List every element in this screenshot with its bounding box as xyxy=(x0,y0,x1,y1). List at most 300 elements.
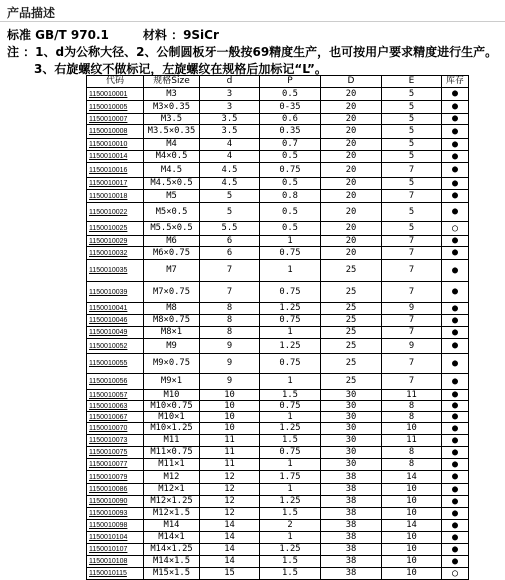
thickness-cell: 10 xyxy=(382,568,442,580)
outer-diameter-cell: 38 xyxy=(321,568,382,580)
outer-diameter-cell: 38 xyxy=(321,556,382,568)
thickness-cell: 11 xyxy=(382,390,442,401)
pitch-cell: 1.5 xyxy=(260,568,321,580)
thickness-cell: 7 xyxy=(382,163,442,178)
d-cell: 4 xyxy=(200,139,260,151)
table-row xyxy=(87,260,469,282)
outer-diameter-cell: 20 xyxy=(321,163,382,178)
size-cell: M5 xyxy=(144,190,200,203)
product-code-link[interactable]: 1150010032 xyxy=(87,247,144,260)
size-cell: M15×1.5 xyxy=(144,568,200,580)
d-cell: 10 xyxy=(200,412,260,423)
d-cell: 12 xyxy=(200,471,260,484)
size-cell: M10×1.25 xyxy=(144,423,200,435)
material-label: 材料 ：9SiCr xyxy=(142,28,219,42)
table-row xyxy=(87,390,469,401)
outer-diameter-cell: 38 xyxy=(321,508,382,520)
table-row xyxy=(87,236,469,247)
thickness-cell: 9 xyxy=(382,303,442,315)
thickness-cell: 7 xyxy=(382,315,442,327)
thickness-cell: 5 xyxy=(382,203,442,222)
stock-indicator: ● xyxy=(442,459,469,471)
d-cell: 10 xyxy=(200,401,260,412)
size-cell: M5×0.5 xyxy=(144,203,200,222)
stock-indicator: ● xyxy=(442,139,469,151)
size-cell: M5.5×0.5 xyxy=(144,222,200,236)
d-cell: 3.5 xyxy=(200,114,260,125)
stock-indicator: ● xyxy=(442,496,469,508)
outer-diameter-cell: 38 xyxy=(321,471,382,484)
product-code-link[interactable]: 1150010090 xyxy=(87,496,144,508)
table-row xyxy=(87,532,469,544)
d-cell: 12 xyxy=(200,508,260,520)
table-row xyxy=(87,435,469,447)
size-cell: M10×1 xyxy=(144,412,200,423)
pitch-cell: 1.25 xyxy=(260,496,321,508)
thickness-cell: 5 xyxy=(382,114,442,125)
product-code-link[interactable]: 1150010001 xyxy=(87,88,144,101)
size-cell: M4.5 xyxy=(144,163,200,178)
thickness-cell: 5 xyxy=(382,222,442,236)
product-code-link[interactable]: 1150010077 xyxy=(87,459,144,471)
d-cell: 4 xyxy=(200,151,260,163)
size-cell: M9×0.75 xyxy=(144,354,200,374)
pitch-cell: 0.5 xyxy=(260,178,321,190)
thickness-cell: 8 xyxy=(382,401,442,412)
size-cell: M12×1.5 xyxy=(144,508,200,520)
section-title: 产品描述 xyxy=(7,6,56,20)
product-code-link[interactable]: 1150010067 xyxy=(87,412,144,423)
table-row xyxy=(87,327,469,339)
outer-diameter-cell: 25 xyxy=(321,339,382,354)
outer-diameter-cell: 20 xyxy=(321,178,382,190)
thickness-cell: 7 xyxy=(382,354,442,374)
d-cell: 9 xyxy=(200,354,260,374)
size-cell: M7×0.75 xyxy=(144,282,200,303)
outer-diameter-cell: 25 xyxy=(321,303,382,315)
stock-indicator: ● xyxy=(442,556,469,568)
pitch-cell: 1 xyxy=(260,412,321,423)
stock-indicator: ● xyxy=(442,101,469,114)
d-cell: 8 xyxy=(200,327,260,339)
table-row xyxy=(87,556,469,568)
d-cell: 7 xyxy=(200,282,260,303)
product-code-link[interactable]: 1150010057 xyxy=(87,390,144,401)
product-code-link[interactable]: 1150010039 xyxy=(87,282,144,303)
pitch-cell: 1 xyxy=(260,484,321,496)
thickness-cell: 7 xyxy=(382,247,442,260)
outer-diameter-cell: 20 xyxy=(321,114,382,125)
divider xyxy=(0,21,505,22)
size-cell: M14 xyxy=(144,520,200,532)
pitch-cell: 2 xyxy=(260,520,321,532)
outer-diameter-cell: 30 xyxy=(321,390,382,401)
table-row xyxy=(87,151,469,163)
d-cell: 5 xyxy=(200,203,260,222)
stock-indicator: ● xyxy=(442,88,469,101)
table-row xyxy=(87,125,469,139)
thickness-cell: 5 xyxy=(382,101,442,114)
d-cell: 10 xyxy=(200,423,260,435)
stock-indicator: ● xyxy=(442,203,469,222)
table-row xyxy=(87,374,469,390)
product-code-link[interactable]: 1150010075 xyxy=(87,447,144,459)
outer-diameter-cell: 20 xyxy=(321,247,382,260)
size-cell: M14×1.25 xyxy=(144,544,200,556)
pitch-cell: 0.7 xyxy=(260,139,321,151)
product-code-link[interactable]: 1150010025 xyxy=(87,222,144,236)
pitch-cell: 1 xyxy=(260,532,321,544)
outer-diameter-cell: 38 xyxy=(321,484,382,496)
pitch-cell: 1.25 xyxy=(260,303,321,315)
size-cell: M11 xyxy=(144,435,200,447)
pitch-cell: 1 xyxy=(260,459,321,471)
header-e: E xyxy=(382,76,442,88)
thickness-cell: 5 xyxy=(382,125,442,139)
outer-diameter-cell: 38 xyxy=(321,544,382,556)
product-code-link[interactable]: 1150010016 xyxy=(87,163,144,178)
product-code-link[interactable]: 1150010029 xyxy=(87,236,144,247)
stock-indicator: ● xyxy=(442,327,469,339)
product-code-link[interactable]: 1150010098 xyxy=(87,520,144,532)
pitch-cell: 0-35 xyxy=(260,101,321,114)
product-code-link[interactable]: 1150010086 xyxy=(87,484,144,496)
product-code-link[interactable]: 1150010055 xyxy=(87,354,144,374)
pitch-cell: 0.5 xyxy=(260,88,321,101)
product-code-link[interactable]: 1150010093 xyxy=(87,508,144,520)
size-cell: M8×1 xyxy=(144,327,200,339)
size-cell: M3 xyxy=(144,88,200,101)
size-cell: M14×1 xyxy=(144,532,200,544)
d-cell: 9 xyxy=(200,339,260,354)
outer-diameter-cell: 20 xyxy=(321,190,382,203)
size-cell: M12×1 xyxy=(144,484,200,496)
product-code-link[interactable]: 1150010049 xyxy=(87,327,144,339)
outer-diameter-cell: 20 xyxy=(321,151,382,163)
spec-table xyxy=(86,75,469,580)
d-cell: 8 xyxy=(200,315,260,327)
outer-diameter-cell: 25 xyxy=(321,354,382,374)
stock-indicator: ○ xyxy=(442,222,469,236)
outer-diameter-cell: 30 xyxy=(321,459,382,471)
thickness-cell: 11 xyxy=(382,435,442,447)
product-code-link[interactable]: 1150010104 xyxy=(87,532,144,544)
thickness-cell: 14 xyxy=(382,520,442,532)
thickness-cell: 7 xyxy=(382,236,442,247)
stock-indicator: ● xyxy=(442,520,469,532)
stock-indicator: ● xyxy=(442,163,469,178)
thickness-cell: 10 xyxy=(382,423,442,435)
outer-diameter-cell: 25 xyxy=(321,260,382,282)
pitch-cell: 0.75 xyxy=(260,282,321,303)
thickness-cell: 7 xyxy=(382,190,442,203)
thickness-cell: 7 xyxy=(382,282,442,303)
size-cell: M11×1 xyxy=(144,459,200,471)
thickness-cell: 10 xyxy=(382,508,442,520)
thickness-cell: 9 xyxy=(382,339,442,354)
product-code-link[interactable]: 1150010022 xyxy=(87,203,144,222)
table-row xyxy=(87,222,469,236)
product-code-link[interactable]: 1150010115 xyxy=(87,568,144,580)
table-row xyxy=(87,139,469,151)
d-cell: 12 xyxy=(200,496,260,508)
stock-indicator: ● xyxy=(442,178,469,190)
thickness-cell: 10 xyxy=(382,556,442,568)
header-size: 规格Size xyxy=(144,76,200,88)
product-code-link[interactable]: 1150010014 xyxy=(87,151,144,163)
outer-diameter-cell: 20 xyxy=(321,203,382,222)
product-code-link[interactable]: 1150010017 xyxy=(87,178,144,190)
pitch-cell: 1 xyxy=(260,374,321,390)
table-row xyxy=(87,190,469,203)
pitch-cell: 0.35 xyxy=(260,125,321,139)
size-cell: M6×0.75 xyxy=(144,247,200,260)
pitch-cell: 1.25 xyxy=(260,423,321,435)
table-row xyxy=(87,178,469,190)
table-row xyxy=(87,520,469,532)
thickness-cell: 5 xyxy=(382,151,442,163)
outer-diameter-cell: 25 xyxy=(321,282,382,303)
header-outer-d: D xyxy=(321,76,382,88)
stock-indicator: ● xyxy=(442,447,469,459)
d-cell: 7 xyxy=(200,260,260,282)
table-row xyxy=(87,303,469,315)
table-row xyxy=(87,508,469,520)
stock-indicator: ● xyxy=(442,125,469,139)
size-cell: M8×0.75 xyxy=(144,315,200,327)
outer-diameter-cell: 38 xyxy=(321,520,382,532)
outer-diameter-cell: 25 xyxy=(321,327,382,339)
thickness-cell: 10 xyxy=(382,532,442,544)
d-cell: 8 xyxy=(200,303,260,315)
header-stock: 库存 xyxy=(442,76,469,88)
table-row xyxy=(87,484,469,496)
product-code-link[interactable]: 1150010073 xyxy=(87,435,144,447)
pitch-cell: 0.5 xyxy=(260,222,321,236)
pitch-cell: 1.5 xyxy=(260,508,321,520)
d-cell: 3 xyxy=(200,88,260,101)
stock-indicator: ● xyxy=(442,435,469,447)
table-row xyxy=(87,203,469,222)
stock-indicator: ● xyxy=(442,339,469,354)
note-line-2: 3、右旋螺纹不做标记，左旋螺纹在规格后加标记“L”。 xyxy=(34,62,327,76)
size-cell: M14×1.5 xyxy=(144,556,200,568)
pitch-cell: 0.75 xyxy=(260,163,321,178)
stock-indicator: ● xyxy=(442,354,469,374)
stock-indicator: ● xyxy=(442,484,469,496)
stock-indicator: ● xyxy=(442,544,469,556)
pitch-cell: 1 xyxy=(260,260,321,282)
table-row xyxy=(87,339,469,354)
table-row xyxy=(87,544,469,556)
header-p: P xyxy=(260,76,321,88)
note-line-1: 注 ：1、d为公称大径、2、公制圆板牙一般按69精度生产，也可按用户要求精度进行生产。 xyxy=(7,45,498,59)
size-cell: M3×0.35 xyxy=(144,101,200,114)
d-cell: 11 xyxy=(200,435,260,447)
product-code-link[interactable]: 1150010070 xyxy=(87,423,144,435)
product-code-link[interactable]: 1150010018 xyxy=(87,190,144,203)
product-code-link[interactable]: 1150010041 xyxy=(87,303,144,315)
size-cell: M9 xyxy=(144,339,200,354)
thickness-cell: 5 xyxy=(382,88,442,101)
thickness-cell: 10 xyxy=(382,544,442,556)
table-row xyxy=(87,459,469,471)
pitch-cell: 0.75 xyxy=(260,247,321,260)
stock-indicator: ● xyxy=(442,114,469,125)
size-cell: M8 xyxy=(144,303,200,315)
table-row xyxy=(87,568,469,580)
outer-diameter-cell: 30 xyxy=(321,423,382,435)
stock-indicator: ● xyxy=(442,390,469,401)
thickness-cell: 5 xyxy=(382,139,442,151)
d-cell: 6 xyxy=(200,247,260,260)
stock-indicator: ● xyxy=(442,190,469,203)
pitch-cell: 0.5 xyxy=(260,203,321,222)
pitch-cell: 0.8 xyxy=(260,190,321,203)
stock-indicator: ● xyxy=(442,401,469,412)
thickness-cell: 8 xyxy=(382,412,442,423)
outer-diameter-cell: 30 xyxy=(321,401,382,412)
stock-indicator: ● xyxy=(442,151,469,163)
stock-indicator: ● xyxy=(442,236,469,247)
d-cell: 5 xyxy=(200,190,260,203)
table-header-row xyxy=(87,76,469,88)
pitch-cell: 1.75 xyxy=(260,471,321,484)
size-cell: M3.5×0.35 xyxy=(144,125,200,139)
stock-indicator: ● xyxy=(442,423,469,435)
d-cell: 3.5 xyxy=(200,125,260,139)
pitch-cell: 0.5 xyxy=(260,151,321,163)
size-cell: M6 xyxy=(144,236,200,247)
size-cell: M4.5×0.5 xyxy=(144,178,200,190)
table-row xyxy=(87,401,469,412)
pitch-cell: 1.5 xyxy=(260,435,321,447)
outer-diameter-cell: 20 xyxy=(321,139,382,151)
spec-meta xyxy=(7,26,219,43)
size-cell: M12×1.25 xyxy=(144,496,200,508)
size-cell: M10 xyxy=(144,390,200,401)
d-cell: 4.5 xyxy=(200,178,260,190)
size-cell: M12 xyxy=(144,471,200,484)
product-code-link[interactable]: 1150010052 xyxy=(87,339,144,354)
stock-indicator: ● xyxy=(442,282,469,303)
pitch-cell: 1 xyxy=(260,327,321,339)
table-row xyxy=(87,354,469,374)
stock-indicator: ○ xyxy=(442,568,469,580)
table-row xyxy=(87,423,469,435)
thickness-cell: 7 xyxy=(382,260,442,282)
stock-indicator: ● xyxy=(442,303,469,315)
thickness-cell: 10 xyxy=(382,496,442,508)
product-code-link[interactable]: 1150010056 xyxy=(87,374,144,390)
table-row xyxy=(87,282,469,303)
stock-indicator: ● xyxy=(442,374,469,390)
outer-diameter-cell: 30 xyxy=(321,447,382,459)
d-cell: 11 xyxy=(200,447,260,459)
product-code-link[interactable]: 1150010079 xyxy=(87,471,144,484)
product-code-link[interactable]: 1150010005 xyxy=(87,101,144,114)
outer-diameter-cell: 20 xyxy=(321,236,382,247)
thickness-cell: 7 xyxy=(382,327,442,339)
outer-diameter-cell: 30 xyxy=(321,435,382,447)
product-code-link[interactable]: 1150010007 xyxy=(87,114,144,125)
table-row xyxy=(87,247,469,260)
size-cell: M9×1 xyxy=(144,374,200,390)
outer-diameter-cell: 20 xyxy=(321,125,382,139)
thickness-cell: 8 xyxy=(382,447,442,459)
pitch-cell: 1 xyxy=(260,236,321,247)
product-code-link[interactable]: 1150010108 xyxy=(87,556,144,568)
thickness-cell: 14 xyxy=(382,471,442,484)
stock-indicator: ● xyxy=(442,471,469,484)
product-code-link[interactable]: 1150010107 xyxy=(87,544,144,556)
thickness-cell: 7 xyxy=(382,374,442,390)
size-cell: M3.5 xyxy=(144,114,200,125)
pitch-cell: 1.5 xyxy=(260,390,321,401)
d-cell: 12 xyxy=(200,484,260,496)
stock-indicator: ● xyxy=(442,260,469,282)
d-cell: 11 xyxy=(200,459,260,471)
pitch-cell: 1.25 xyxy=(260,339,321,354)
table-row xyxy=(87,412,469,423)
outer-diameter-cell: 20 xyxy=(321,222,382,236)
table-row xyxy=(87,447,469,459)
d-cell: 14 xyxy=(200,544,260,556)
d-cell: 14 xyxy=(200,520,260,532)
product-code-link[interactable]: 1150010046 xyxy=(87,315,144,327)
stock-indicator: ● xyxy=(442,315,469,327)
stock-indicator: ● xyxy=(442,508,469,520)
stock-indicator: ● xyxy=(442,247,469,260)
table-row xyxy=(87,114,469,125)
standard-label: 标准 GB/T 970.1 xyxy=(7,28,109,42)
pitch-cell: 0.75 xyxy=(260,401,321,412)
outer-diameter-cell: 38 xyxy=(321,532,382,544)
outer-diameter-cell: 25 xyxy=(321,374,382,390)
d-cell: 5.5 xyxy=(200,222,260,236)
thickness-cell: 5 xyxy=(382,178,442,190)
table-row xyxy=(87,471,469,484)
d-cell: 15 xyxy=(200,568,260,580)
table-row xyxy=(87,101,469,114)
outer-diameter-cell: 20 xyxy=(321,101,382,114)
stock-indicator: ● xyxy=(442,532,469,544)
d-cell: 4.5 xyxy=(200,163,260,178)
pitch-cell: 0.75 xyxy=(260,354,321,374)
thickness-cell: 8 xyxy=(382,459,442,471)
outer-diameter-cell: 20 xyxy=(321,88,382,101)
product-code-link[interactable]: 1150010008 xyxy=(87,125,144,139)
thickness-cell: 10 xyxy=(382,484,442,496)
table-row xyxy=(87,496,469,508)
size-cell: M11×0.75 xyxy=(144,447,200,459)
table-row xyxy=(87,88,469,101)
pitch-cell: 0.75 xyxy=(260,315,321,327)
pitch-cell: 1.25 xyxy=(260,544,321,556)
size-cell: M10×0.75 xyxy=(144,401,200,412)
stock-indicator: ● xyxy=(442,412,469,423)
d-cell: 14 xyxy=(200,532,260,544)
d-cell: 10 xyxy=(200,390,260,401)
pitch-cell: 1.5 xyxy=(260,556,321,568)
outer-diameter-cell: 30 xyxy=(321,412,382,423)
d-cell: 14 xyxy=(200,556,260,568)
size-cell: M7 xyxy=(144,260,200,282)
product-code-link[interactable]: 1150010063 xyxy=(87,401,144,412)
d-cell: 3 xyxy=(200,101,260,114)
product-code-link[interactable]: 1150010035 xyxy=(87,260,144,282)
product-code-link[interactable]: 1150010010 xyxy=(87,139,144,151)
